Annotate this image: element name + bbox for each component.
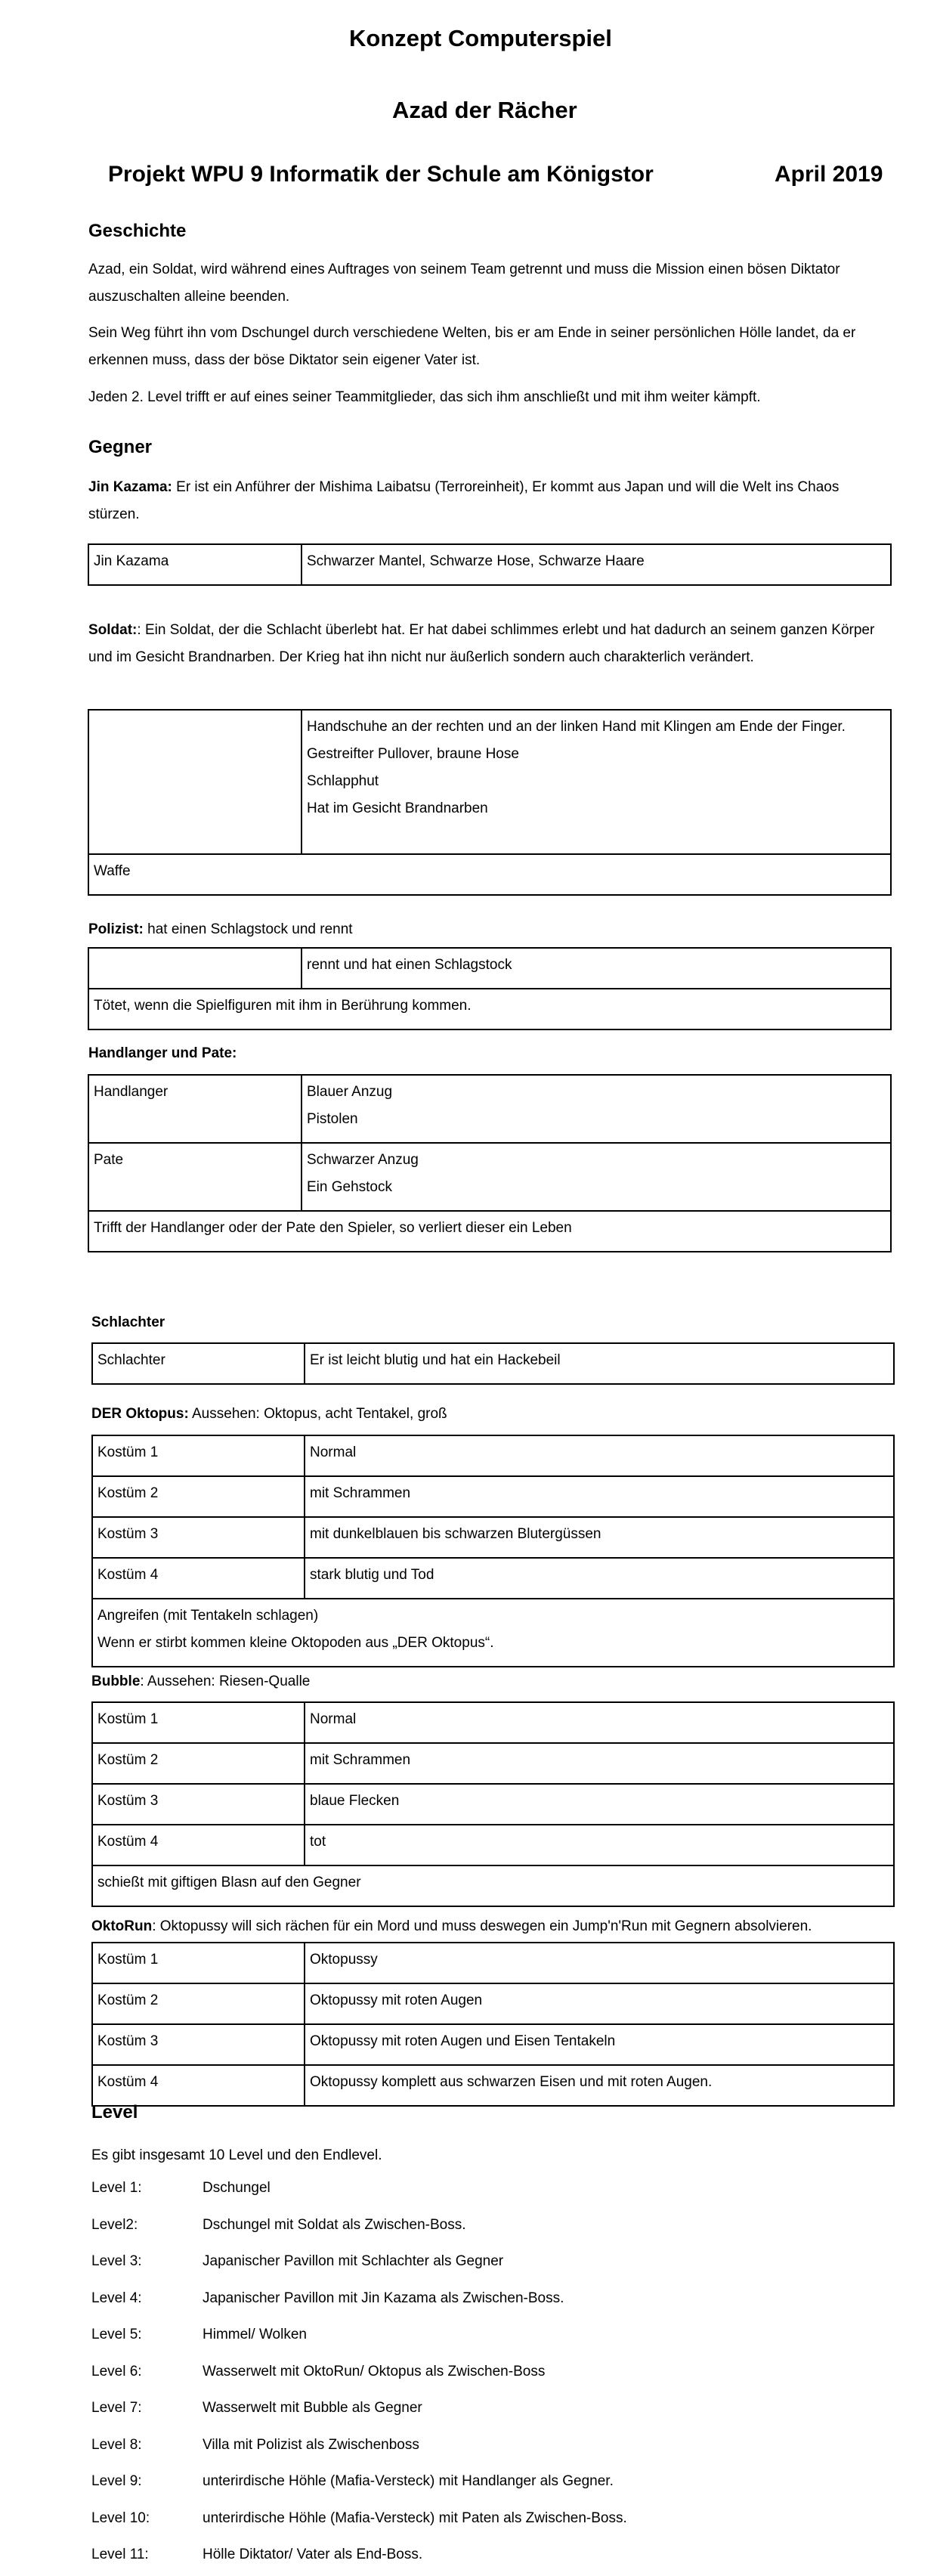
- table-row: [88, 544, 891, 585]
- table-cell: Schwarzer Mantel, Schwarze Hose, Schwarze Haare: [302, 544, 891, 585]
- section-heading-story: Geschichte: [88, 221, 187, 241]
- level-description: Wasserwelt mit OktoRun/ Oktopus als Zwischen-Boss: [203, 2364, 546, 2379]
- cell-line: Schlapphut: [307, 773, 379, 789]
- section-heading-enemies: Gegner: [88, 437, 153, 457]
- table-cell: [302, 710, 891, 854]
- table-row: [92, 2065, 894, 2106]
- level-label: Level 7:: [91, 2400, 142, 2416]
- enemy-heading-mafia: Handlanger und Pate:: [88, 1045, 237, 1061]
- table-cell: Kostüm 1: [92, 1702, 305, 1743]
- enemy-description-soldat: [88, 617, 889, 671]
- level-label: Level 3:: [91, 2253, 142, 2269]
- section-heading-levels: Level: [91, 2102, 138, 2122]
- enemy-heading-schlachter: Schlachter: [91, 1314, 165, 1330]
- level-description: Dschungel: [203, 2180, 271, 2196]
- enemy-description-bubble: [91, 1668, 896, 1695]
- level-label: Level 5:: [91, 2327, 142, 2342]
- enemy-description-jin: [88, 474, 893, 528]
- cell-line: Hat im Gesicht Brandnarben: [307, 800, 488, 816]
- table-cell: [88, 710, 302, 854]
- level-description: Dschungel mit Soldat als Zwischen-Boss.: [203, 2217, 466, 2233]
- table-cell: Kostüm 1: [92, 1435, 305, 1476]
- table-row: [92, 1983, 894, 2024]
- enemy-text: hat einen Schlagstock und rennt: [143, 921, 353, 937]
- enemy-text: Aussehen: Oktopus, acht Tentakel, groß: [188, 1406, 447, 1422]
- table-row: [92, 1743, 894, 1784]
- cell-line: Handschuhe an der rechten und an der linken Hand mit Klingen am Ende der Finger.: [307, 719, 846, 735]
- table-cell: mit dunkelblauen bis schwarzen Blutergüssen: [305, 1517, 894, 1558]
- table-cell: mit Schrammen: [305, 1743, 894, 1784]
- table-row: [92, 1599, 894, 1667]
- enemy-description-polizist: [88, 916, 893, 943]
- table-cell: Normal: [305, 1435, 894, 1476]
- table-cell: Kostüm 4: [92, 1825, 305, 1865]
- enemy-text: : Oktopussy will sich rächen für ein Mord und muss deswegen ein Jump'n'Run mit Gegnern absolvieren.: [152, 1918, 812, 1934]
- table-cell: Oktopussy mit roten Augen und Eisen Tentakeln: [305, 2024, 894, 2065]
- level-description: Hölle Diktator/ Vater als End-Boss.: [203, 2547, 423, 2562]
- game-title: Azad der Rächer: [392, 97, 577, 123]
- table-row: [92, 1517, 894, 1558]
- project-line: Projekt WPU 9 Informatik der Schule am Königstor: [108, 162, 654, 187]
- level-label: Level 10:: [91, 2510, 150, 2526]
- table-cell: Oktopussy mit roten Augen: [305, 1983, 894, 2024]
- cell-line: Blauer Anzug: [307, 1084, 393, 1100]
- enemy-name: Soldat:: [88, 622, 138, 638]
- table-cell: Kostüm 2: [92, 1476, 305, 1517]
- level-label: Level 9:: [91, 2473, 142, 2489]
- cell-line: Wenn er stirbt kommen kleine Oktopoden aus „DER Oktopus“.: [97, 1635, 494, 1651]
- enemy-table-oktorun: [91, 1942, 895, 2107]
- table-row: [88, 1211, 891, 1252]
- table-cell: Oktopussy komplett aus schwarzen Eisen und mit roten Augen.: [305, 2065, 894, 2106]
- enemy-table-jin: [88, 543, 892, 586]
- table-row: [92, 1865, 894, 1906]
- table-cell: stark blutig und Tod: [305, 1558, 894, 1599]
- level-description: unterirdische Höhle (Mafia-Versteck) mit Handlanger als Gegner.: [203, 2473, 614, 2489]
- enemy-name: DER Oktopus:: [91, 1406, 189, 1422]
- enemy-table-bubble: [91, 1701, 895, 1907]
- level-description: unterirdische Höhle (Mafia-Versteck) mit Paten als Zwischen-Boss.: [203, 2510, 627, 2526]
- enemy-text: : Ein Soldat, der die Schlacht überlebt hat. Er hat dabei schlimmes erlebt und hat dadurch an seinem ganzen Körper und im Gesicht Brandnarben. Der Krieg hat ihn nicht nur äußerlich sondern auch charakterlich verändert.: [88, 622, 875, 665]
- level-description: Japanischer Pavillon mit Schlachter als Gegner: [203, 2253, 504, 2269]
- table-cell: Jin Kazama: [88, 544, 302, 585]
- table-cell: Kostüm 4: [92, 1558, 305, 1599]
- table-cell: Normal: [305, 1702, 894, 1743]
- enemy-text: Er ist ein Anführer der Mishima Laibatsu (Terroreinheit), Er kommt aus Japan und will die Welt ins Chaos stürzen.: [88, 479, 840, 522]
- table-footer-cell: Waffe: [88, 854, 891, 895]
- table-row: [92, 1435, 894, 1476]
- table-row: [88, 989, 891, 1029]
- table-cell: Kostüm 1: [92, 1943, 305, 1983]
- level-label: Level 4:: [91, 2290, 142, 2306]
- table-cell: Kostüm 3: [92, 1517, 305, 1558]
- table-row: [92, 1702, 894, 1743]
- enemy-table-schlachter: [91, 1342, 895, 1385]
- table-row: [88, 1075, 891, 1143]
- table-row: [92, 2024, 894, 2065]
- table-cell: Kostüm 3: [92, 1784, 305, 1825]
- level-description: Wasserwelt mit Bubble als Gegner: [203, 2400, 422, 2416]
- story-paragraph: Sein Weg führt ihn vom Dschungel durch verschiedene Welten, bis er am Ende in seiner persönlichen Hölle landet, da er erkennen muss, dass der böse Diktator sein eigener Vater ist.: [88, 325, 856, 368]
- cell-line: Gestreifter Pullover, braune Hose: [307, 746, 519, 762]
- level-description: Villa mit Polizist als Zwischenboss: [203, 2437, 419, 2453]
- cell-line: Pistolen: [307, 1111, 358, 1127]
- enemy-table-polizist: [88, 947, 892, 1030]
- enemy-name: Polizist:: [88, 921, 144, 937]
- enemy-table-oktopus: [91, 1435, 895, 1667]
- table-cell: mit Schrammen: [305, 1476, 894, 1517]
- table-cell: tot: [305, 1825, 894, 1865]
- level-label: Level 6:: [91, 2364, 142, 2379]
- table-footer-cell: [92, 1599, 894, 1667]
- level-description: Japanischer Pavillon mit Jin Kazama als Zwischen-Boss.: [203, 2290, 564, 2306]
- table-cell: Kostüm 2: [92, 1983, 305, 2024]
- level-label: Level2:: [91, 2217, 138, 2233]
- table-row: [88, 948, 891, 989]
- table-cell: Pate: [88, 1143, 302, 1211]
- enemy-text: : Aussehen: Riesen-Qualle: [140, 1673, 311, 1689]
- table-footer-cell: Trifft der Handlanger oder der Pate den Spieler, so verliert dieser ein Leben: [88, 1211, 891, 1252]
- level-label: Level 8:: [91, 2437, 142, 2453]
- enemy-table-soldat: [88, 709, 892, 896]
- story-paragraph: Azad, ein Soldat, wird während eines Auftrages von seinem Team getrennt und muss die Mission einen bösen Diktator auszuschalten alleine beenden.: [88, 262, 840, 305]
- table-cell: [302, 1075, 891, 1143]
- table-row: [92, 1943, 894, 1983]
- table-row: [92, 1825, 894, 1865]
- level-label: Level 11:: [91, 2547, 149, 2562]
- document-title: Konzept Computerspiel: [349, 25, 612, 51]
- table-footer-cell: schießt mit giftigen Blasn auf den Gegner: [92, 1865, 894, 1906]
- cell-line: Schwarzer Anzug: [307, 1152, 419, 1168]
- table-cell: rennt und hat einen Schlagstock: [302, 948, 891, 989]
- levels-intro: Es gibt insgesamt 10 Level und den Endlevel.: [91, 2147, 382, 2163]
- table-cell: Oktopussy: [305, 1943, 894, 1983]
- enemy-name: Jin Kazama:: [88, 479, 172, 495]
- table-row: [92, 1343, 894, 1384]
- enemy-name: Bubble: [91, 1673, 141, 1689]
- enemy-description-oktorun: [91, 1913, 923, 1940]
- cell-line: Ein Gehstock: [307, 1179, 392, 1195]
- cell-line: Angreifen (mit Tentakeln schlagen): [97, 1608, 319, 1624]
- table-cell: Er ist leicht blutig und hat ein Hackebeil: [305, 1343, 894, 1384]
- table-cell: blaue Flecken: [305, 1784, 894, 1825]
- story-paragraph: Jeden 2. Level trifft er auf eines seiner Teammitglieder, das sich ihm anschließt und mit ihm weiter kämpft.: [88, 389, 761, 405]
- table-footer-cell: Tötet, wenn die Spielfiguren mit ihm in Berührung kommen.: [88, 989, 891, 1029]
- enemy-table-mafia: [88, 1074, 892, 1252]
- table-row: [92, 1558, 894, 1599]
- table-cell: Handlanger: [88, 1075, 302, 1143]
- table-cell: Kostüm 3: [92, 2024, 305, 2065]
- table-row: [92, 1784, 894, 1825]
- enemy-description-oktopus: [91, 1401, 896, 1428]
- table-cell: [302, 1143, 891, 1211]
- table-row: [92, 1476, 894, 1517]
- table-row: [88, 854, 891, 895]
- table-cell: Kostüm 4: [92, 2065, 305, 2106]
- table-row: [88, 1143, 891, 1211]
- level-label: Level 1:: [91, 2180, 142, 2196]
- table-cell: Kostüm 2: [92, 1743, 305, 1784]
- enemy-name: OktoRun: [91, 1918, 153, 1934]
- table-row: [88, 710, 891, 854]
- table-cell: Schlachter: [92, 1343, 305, 1384]
- project-date: April 2019: [775, 162, 883, 187]
- level-description: Himmel/ Wolken: [203, 2327, 307, 2342]
- table-cell: [88, 948, 302, 989]
